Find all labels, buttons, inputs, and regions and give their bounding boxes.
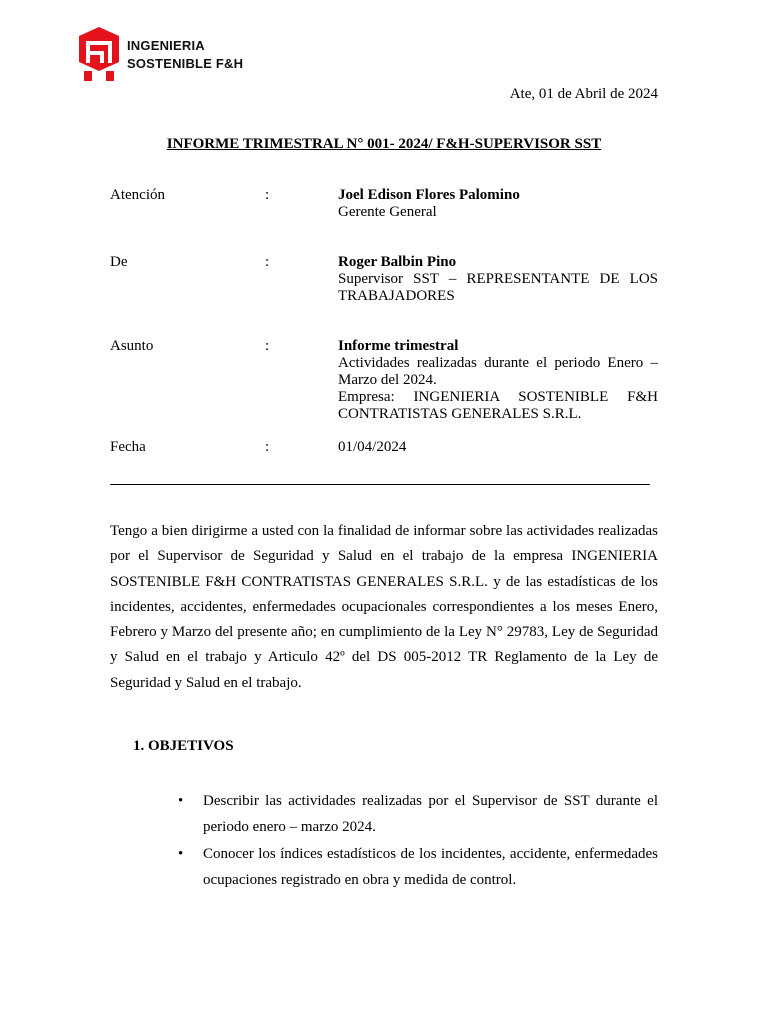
bullet-icon: • [178, 793, 184, 809]
field-colon-de: : [265, 254, 270, 270]
subject-title: Informe trimestral [338, 338, 459, 354]
list-item-text: Conocer los índices estadísticos de los incidentes, accidente, enfermedades ocupaciones registrado en obra y medida de control. [203, 846, 658, 888]
company-logo-mark [78, 27, 120, 83]
field-value-fecha: 01/04/2024 [338, 439, 407, 455]
document-date: Ate, 01 de Abril de 2024 [509, 86, 658, 102]
bullet-icon: • [178, 846, 184, 862]
subject-period: Actividades realizadas durante el periodo Enero – Marzo del 2024. [338, 355, 658, 388]
field-colon-asunto: : [265, 338, 270, 354]
recipient-role: Gerente General [338, 204, 437, 220]
company-name-line1: INGENIERIA [127, 38, 205, 53]
recipient-name: Joel Edison Flores Palomino [338, 187, 520, 203]
body-paragraph: Tengo a bien dirigirme a usted con la finalidad de informar sobre las actividades realizadas por el Supervisor de Seguridad y Salud en el trabajo de la empresa INGENIERIA SOSTENIBLE F&H CONTRATISTAS GENERALES S.R.L. y de las estadísticas de los incidentes, accidentes, enfermedades ocupacionales correspondientes a los meses Enero, Febrero y Marzo del presente año; en cumplimiento de la Ley N° 29783, Ley de Seguridad y Salud en el trabajo y Articulo 42º del DS 005-2012 TR Reglamento de la Ley de Seguridad y Salud en el trabajo. [110, 523, 658, 691]
list-item [178, 789, 658, 840]
field-colon-atencion: : [265, 187, 270, 203]
objectives-list [178, 789, 658, 895]
field-value-de [338, 254, 658, 305]
list-item-text: Describir las actividades realizadas por el Supervisor de SST durante el periodo enero – marzo 2024. [203, 793, 658, 835]
document-title: INFORME TRIMESTRAL N° 001- 2024/ F&H-SUPERVISOR SST [166, 136, 602, 152]
header-divider [110, 484, 650, 485]
subject-company: Empresa: INGENIERIA SOSTENIBLE F&H CONTRATISTAS GENERALES S.R.L. [338, 389, 658, 422]
field-colon-fecha: : [265, 439, 270, 455]
field-value-atencion [338, 187, 658, 221]
sender-role: Supervisor SST – REPRESENTANTE DE LOS TRABAJADORES [338, 271, 658, 304]
field-label-atencion: Atención [110, 187, 165, 203]
field-value-asunto [338, 338, 658, 423]
list-item [178, 842, 658, 893]
field-label-de: De [110, 254, 128, 270]
section-heading-objetivos: 1. OBJETIVOS [133, 738, 234, 754]
field-label-fecha: Fecha [110, 439, 146, 455]
company-name-line2: SOSTENIBLE F&H [127, 56, 244, 71]
field-label-asunto: Asunto [110, 338, 154, 354]
company-name [127, 37, 243, 73]
sender-name: Roger Balbin Pino [338, 254, 457, 270]
